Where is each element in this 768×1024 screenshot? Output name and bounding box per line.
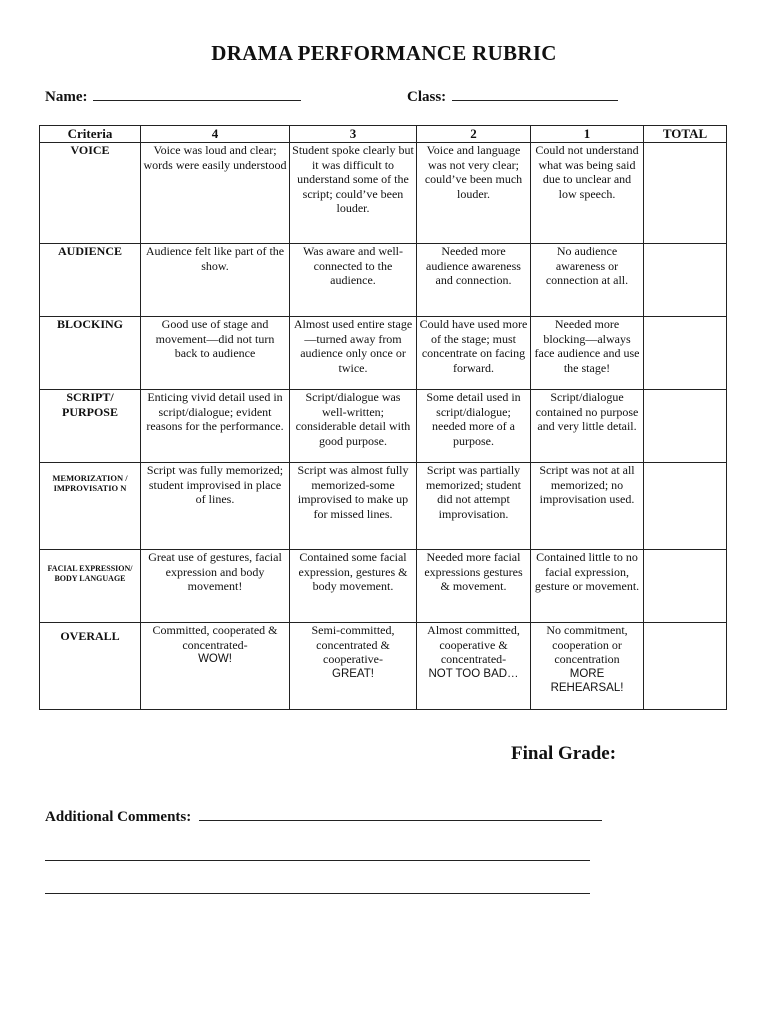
total-cell[interactable] [644,317,727,390]
header-total: TOTAL [644,126,727,143]
overall-exclaim: NOT TOO BAD… [428,667,519,680]
criteria-cell: SCRIPT/ PURPOSE [40,390,141,463]
overall-exclaim: WOW! [198,653,232,665]
rubric-cell [290,623,417,710]
criteria-cell: MEMORIZATION / IMPROVISATIO N [40,463,141,550]
rubric-cell: Contained some facial expression, gestures & body movement. [290,550,417,623]
table-row [40,390,727,463]
comments-field [45,806,602,826]
rubric-cell: Great use of gestures, facial expression and body movement! [141,550,290,623]
criteria-cell: FACIAL EXPRESSION/ BODY LANGUAGE [40,550,141,623]
rubric-cell: Script was fully memorized; student improvised in place of lines. [141,463,290,550]
class-blank-line[interactable] [452,86,618,101]
comments-line-3[interactable] [45,893,590,894]
total-cell[interactable] [644,623,727,710]
overall-exclaim: GREAT! [332,667,374,680]
rubric-cell: Good use of stage and movement—did not turn back to audience [141,317,290,390]
header-row [40,126,727,143]
rubric-cell: Could have used more of the stage; must concentrate on facing forward. [417,317,531,390]
criteria-cell: AUDIENCE [40,244,141,317]
rubric-cell: Script was not at all memorized; no improvisation used. [531,463,644,550]
criteria-cell: BLOCKING [40,317,141,390]
rubric-cell: Voice was loud and clear; words were easily understood [141,143,290,244]
criteria-cell: VOICE [40,143,141,244]
name-blank-line[interactable] [93,86,301,101]
overall-exclaim: MORE REHEARSAL! [550,667,624,694]
header-score-3: 3 [290,126,417,143]
overall-text: Semi-committed, concentrated & cooperative- [311,623,395,666]
header-criteria: Criteria [40,126,141,143]
overall-text: Committed, cooperated & concentrated- [152,623,278,652]
rubric-cell: Needed more facial expressions gestures & movement. [417,550,531,623]
rubric-cell: Script/dialogue contained no purpose and very little detail. [531,390,644,463]
rubric-cell: Voice and language was not very clear; could’ve been much louder. [417,143,531,244]
comments-line-1[interactable] [199,806,602,821]
class-label: Class: [407,89,447,105]
table-row [40,550,727,623]
class-field [407,86,618,106]
total-cell[interactable] [644,463,727,550]
comments-line-2[interactable] [45,860,590,861]
rubric-cell [417,623,531,710]
header-score-4: 4 [141,126,290,143]
rubric-cell: Enticing vivid detail used in script/dialogue; evident reasons for the performance. [141,390,290,463]
rubric-cell: Almost used entire stage—turned away from audience only once or twice. [290,317,417,390]
final-grade-label: Final Grade: [511,743,617,764]
header-score-1: 1 [531,126,644,143]
rubric-cell: Script/dialogue was well-written; considerable detail with good purpose. [290,390,417,463]
name-field [45,86,301,106]
overall-text: No commitment, cooperation or concentration [546,623,628,666]
rubric-cell: No audience awareness or connection at all. [531,244,644,317]
table-row [40,463,727,550]
criteria-cell: OVERALL [40,623,141,710]
total-cell[interactable] [644,244,727,317]
table-row [40,623,727,710]
rubric-table [39,125,727,710]
rubric-cell [141,623,290,710]
rubric-cell: Could not understand what was being said due to unclear and low speech. [531,143,644,244]
rubric-cell: Student spoke clearly but it was difficult to understand some of the script; could’ve been louder. [290,143,417,244]
table-row [40,244,727,317]
rubric-cell: Contained little to no facial expression, gesture or movement. [531,550,644,623]
rubric-cell: Audience felt like part of the show. [141,244,290,317]
rubric-cell: Script was partially memorized; student did not attempt improvisation. [417,463,531,550]
table-row [40,143,727,244]
rubric-cell [531,623,644,710]
total-cell[interactable] [644,390,727,463]
rubric-cell: Needed more blocking—always face audience and use the stage! [531,317,644,390]
rubric-cell: Was aware and well-connected to the audience. [290,244,417,317]
rubric-cell: Script was almost fully memorized-some improvised to make up for missed lines. [290,463,417,550]
comments-label: Additional Comments: [45,809,192,825]
header-score-2: 2 [417,126,531,143]
page-title: DRAMA PERFORMANCE RUBRIC [211,41,557,65]
total-cell[interactable] [644,143,727,244]
table-row [40,317,727,390]
rubric-cell: Needed more audience awareness and connection. [417,244,531,317]
name-label: Name: [45,89,88,105]
total-cell[interactable] [644,550,727,623]
overall-text: Almost committed, cooperative & concentrated- [427,623,520,666]
rubric-cell: Some detail used in script/dialogue; needed more of a purpose. [417,390,531,463]
